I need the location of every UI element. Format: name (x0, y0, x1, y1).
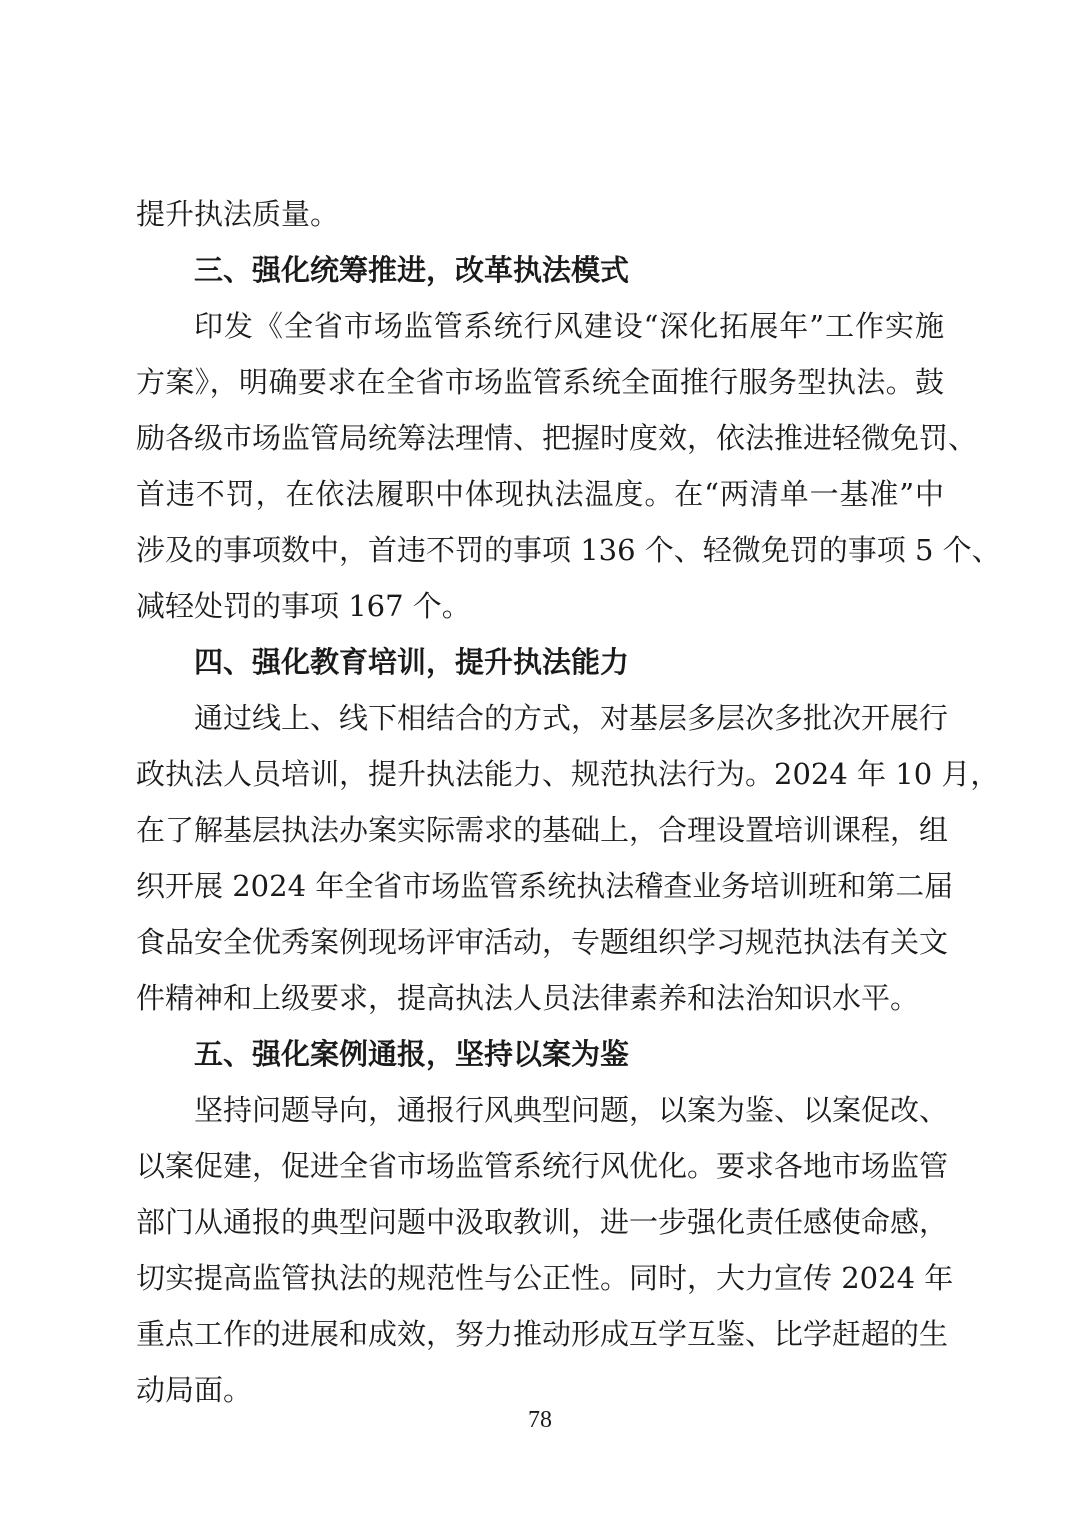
section-5-heading: 五、强化案例通报，坚持以案为鉴 (194, 1037, 630, 1071)
section-4-line-6: 件精神和上级要求，提高执法人员法律素养和法治知识水平。 (136, 981, 920, 1015)
section-5-line-6: 动局面。 (136, 1373, 253, 1407)
section-5-line-4: 切实提高监管执法的规范性与公正性。同时，大力宣传 2024 年 (136, 1261, 954, 1295)
page-number: 78 (528, 1407, 552, 1433)
section-4-heading: 四、强化教育培训，提升执法能力 (194, 645, 630, 679)
section-3-line-1: 印发《全省市场监管系统行风建设“深化拓展年”工作实施 (194, 309, 944, 343)
section-4-line-3: 在了解基层执法办案实际需求的基础上，合理设置培训课程，组 (136, 813, 949, 847)
section-4-line-2: 政执法人员培训，提升执法能力、规范执法行为。2024 年 10 月， (136, 757, 1000, 791)
section-4-line-1: 通过线上、线下相结合的方式，对基层多层次多批次开展行 (194, 701, 949, 735)
section-5-line-5: 重点工作的进展和成效，努力推动形成互学互鉴、比学赶超的生 (136, 1317, 949, 1351)
intro-line: 提升执法质量。 (136, 197, 340, 231)
section-3-line-6: 减轻处罚的事项 167 个。 (136, 589, 471, 623)
section-4-line-5: 食品安全优秀案例现场评审活动，专题组织学习规范执法有关文 (136, 925, 949, 959)
section-5-line-1: 坚持问题导向，通报行风典型问题，以案为鉴、以案促改、 (194, 1093, 949, 1127)
section-3-heading: 三、强化统筹推进，改革执法模式 (194, 253, 630, 287)
section-3-line-5: 涉及的事项数中，首违不罚的事项 136 个、轻微免罚的事项 5 个、 (136, 533, 1001, 567)
section-3-line-3: 励各级市场监管局统筹法理情、把握时度效，依法推进轻微免罚、 (136, 421, 978, 455)
section-5-line-3: 部门从通报的典型问题中汲取教训，进一步强化责任感使命感， (136, 1205, 949, 1239)
section-4-line-4: 织开展 2024 年全省市场监管系统执法稽查业务培训班和第二届 (136, 869, 954, 903)
section-3-line-4: 首违不罚，在依法履职中体现执法温度。在“两清单一基准”中 (136, 477, 944, 511)
section-5-line-2: 以案促建，促进全省市场监管系统行风优化。要求各地市场监管 (136, 1149, 949, 1183)
section-3-line-2: 方案》，明确要求在全省市场监管系统全面推行服务型执法。鼓 (136, 365, 944, 399)
